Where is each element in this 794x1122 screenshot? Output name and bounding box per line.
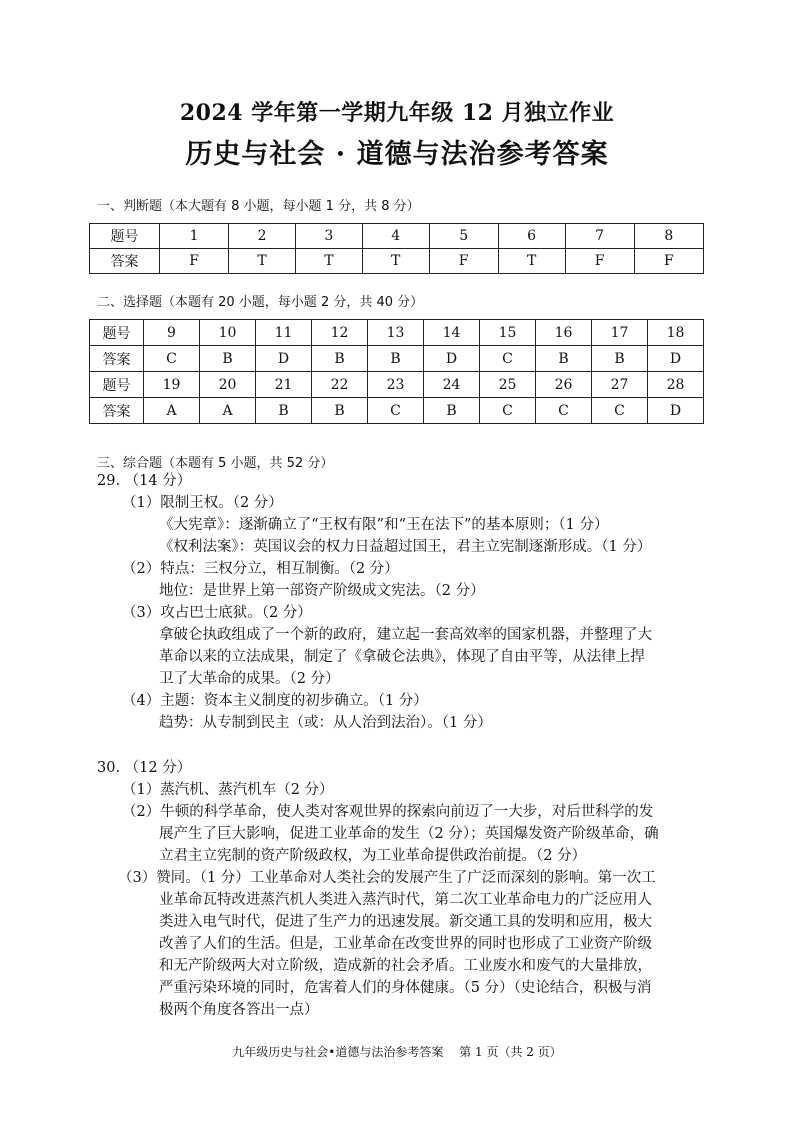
answer-line: 和无产阶级两大对立阶级，造成新的社会矛盾。工业废水和废气的大量排放，	[159, 958, 652, 974]
answer-cell: C	[480, 398, 536, 424]
question-number: 10	[200, 320, 256, 346]
table-row	[90, 398, 704, 424]
answer-cell: B	[256, 398, 312, 424]
question-number: 11	[256, 320, 312, 346]
answer-line: 展产生了巨大影响，促进工业革命的发生（2 分）；英国爆发资产阶级革命，确	[159, 826, 659, 842]
page-footer: 九年级历史与社会•道德与法治参考答案 第 1 页（共 2 页）	[232, 1045, 562, 1059]
answer-cell: F	[634, 249, 703, 274]
multiple-choice-answer-table	[89, 319, 704, 424]
question-number: 2	[229, 224, 296, 249]
answer-line: 趋势：从专制到民主（或：从人治到法治）。（1 分）	[159, 715, 492, 731]
row-label: 答案	[90, 249, 160, 274]
true-false-answer-table	[89, 223, 704, 274]
answer-cell: D	[424, 346, 480, 372]
answer-cell: F	[160, 249, 229, 274]
question-number: 13	[368, 320, 424, 346]
answer-line: 革命以来的立法成果，制定了《拿破仑法典》，体现了自由平等，从法律上捍	[159, 649, 645, 665]
answer-line: 立君主立宪制的资产阶级政权，为工业革命提供政治前提。（2 分）	[159, 848, 587, 864]
row-label: 题号	[90, 372, 144, 398]
answer-line: 拿破仑执政组成了一个新的政府，建立起一套高效率的国家机器，并整理了大	[159, 627, 652, 643]
question-number: 4	[362, 224, 429, 249]
answer-line: （2）特点：三权分立，相互制衡。（2 分）	[122, 561, 399, 577]
answer-line: 类进入电气时代，促进了生产力的迅速发展。新交通工具的发明和应用，极大	[159, 914, 652, 930]
table-row	[90, 224, 704, 249]
answer-cell: B	[312, 398, 368, 424]
answer-cell: T	[362, 249, 429, 274]
answer-line: （1）限制王权。（2 分）	[122, 495, 283, 511]
answer-line: （3）赞同。（1 分）工业革命对人类社会的发展产生了广泛而深刻的影响。第一次工	[118, 870, 656, 886]
answer-line: 业革命瓦特改进蒸汽机人类进入蒸汽时代，第二次工业革命电力的广泛应用人	[159, 892, 652, 908]
question-number: 26	[536, 372, 592, 398]
question-number: 20	[200, 372, 256, 398]
question-number: 5	[429, 224, 498, 249]
answer-line: 严重污染环境的同时，危害着人们的身体健康。（5 分）（史论结合，积极与消	[159, 980, 652, 996]
answer-line: 卫了大革命的成果。（2 分）	[159, 671, 340, 687]
table-row	[90, 372, 704, 398]
answer-cell: F	[565, 249, 634, 274]
answer-cell: C	[368, 398, 424, 424]
question-number: 8	[634, 224, 703, 249]
answer-cell: C	[144, 346, 200, 372]
answer-cell: B	[368, 346, 424, 372]
question-number: 1	[160, 224, 229, 249]
answer-line: 《权利法案》：英国议会的权力日益超过国王，君主立宪制逐渐形成。（1 分）	[159, 539, 652, 555]
row-label: 题号	[90, 320, 144, 346]
answer-line: （2）牛顿的科学革命，使人类对客观世界的探索向前迈了一大步，对后世科学的发	[122, 804, 654, 820]
section3-heading: 三、综合题（本题有 5 小题，共 52 分）	[97, 456, 334, 471]
answer-cell: B	[424, 398, 480, 424]
question-number: 22	[312, 372, 368, 398]
answer-cell: D	[256, 346, 312, 372]
question-number: 12	[312, 320, 368, 346]
question-number: 24	[424, 372, 480, 398]
row-label: 答案	[90, 346, 144, 372]
answer-line: （1）蒸汽机、蒸汽机车（2 分）	[122, 782, 334, 798]
answer-line: （4）主题：资本主义制度的初步确立。（1 分）	[122, 693, 428, 709]
table-row	[90, 320, 704, 346]
question-number: 9	[144, 320, 200, 346]
answer-line: 极两个角度各答出一点）	[159, 1002, 319, 1018]
answer-cell: C	[592, 398, 648, 424]
question-number: 28	[648, 372, 704, 398]
answer-cell: B	[200, 346, 256, 372]
question-30-header: 30. （12 分）	[97, 760, 192, 776]
question-number: 21	[256, 372, 312, 398]
answer-cell: B	[536, 346, 592, 372]
answer-cell: B	[592, 346, 648, 372]
answer-line: （3）攻占巴士底狱。（2 分）	[122, 605, 312, 621]
document-subtitle: 历史与社会 · 道德与法治参考答案	[185, 139, 609, 170]
row-label: 答案	[90, 398, 144, 424]
question-number: 18	[648, 320, 704, 346]
answer-cell: F	[429, 249, 498, 274]
answer-cell: B	[312, 346, 368, 372]
answer-line: 地位：是世界上第一部资产阶级成文宪法。（2 分）	[159, 583, 485, 599]
document-title: 2024 学年第一学期九年级 12 月独立作业	[179, 100, 615, 126]
answer-cell: D	[648, 346, 704, 372]
question-number: 15	[480, 320, 536, 346]
question-number: 6	[498, 224, 565, 249]
question-number: 25	[480, 372, 536, 398]
question-number: 14	[424, 320, 480, 346]
answer-cell: T	[295, 249, 362, 274]
table-row	[90, 249, 704, 274]
row-label: 题号	[90, 224, 160, 249]
answer-cell: T	[498, 249, 565, 274]
question-number: 3	[295, 224, 362, 249]
question-number: 16	[536, 320, 592, 346]
table-row	[90, 346, 704, 372]
question-number: 7	[565, 224, 634, 249]
answer-cell: A	[200, 398, 256, 424]
answer-cell: C	[536, 398, 592, 424]
section1-heading: 一、判断题（本大题有 8 小题，每小题 1 分，共 8 分）	[97, 199, 420, 214]
answer-cell: T	[229, 249, 296, 274]
answer-line: 《大宪章》：逐渐确立了“王权有限”和“王在法下”的基本原则；（1 分）	[159, 517, 609, 533]
section2-heading: 二、选择题（本题有 20 小题，每小题 2 分，共 40 分）	[97, 295, 424, 310]
question-number: 27	[592, 372, 648, 398]
answer-cell: D	[648, 398, 704, 424]
answer-cell: A	[144, 398, 200, 424]
answer-cell: C	[480, 346, 536, 372]
question-number: 23	[368, 372, 424, 398]
question-number: 19	[144, 372, 200, 398]
question-number: 17	[592, 320, 648, 346]
question-29-header: 29. （14 分）	[97, 473, 192, 489]
answer-line: 改善了人们的生活。但是，工业革命在改变世界的同时也形成了工业资产阶级	[159, 936, 652, 952]
